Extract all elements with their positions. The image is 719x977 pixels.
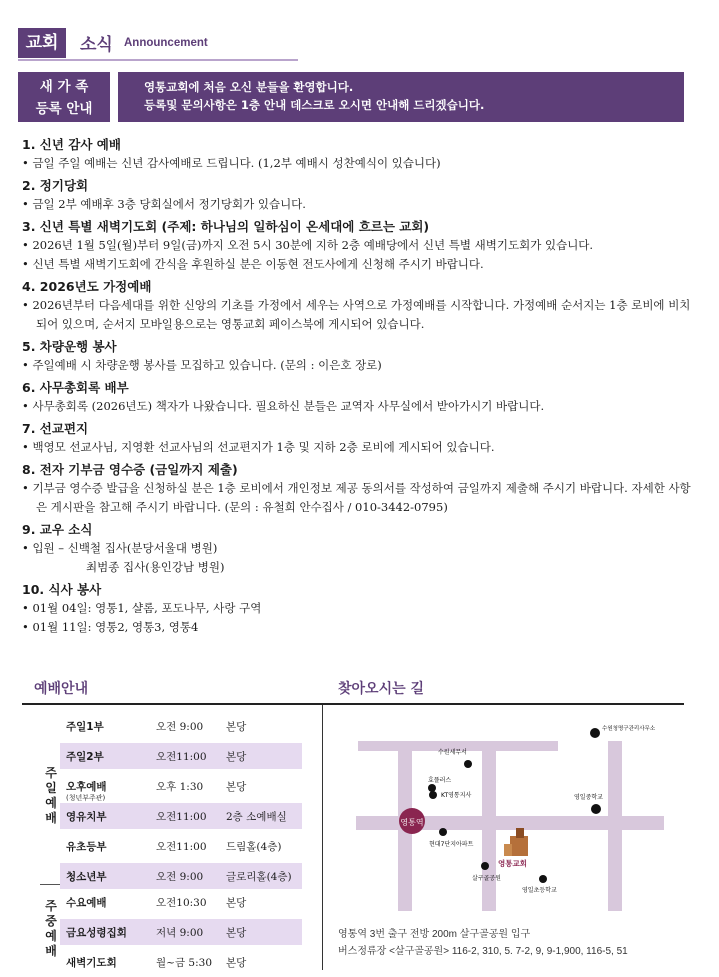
service-time: 오전 9:00 (156, 721, 204, 733)
notice-line: 최범종 집사(용인강남 병원) (86, 560, 225, 574)
section-tag: 교회 (18, 28, 66, 58)
map-label-hyo: 효플러스 (428, 777, 452, 784)
notice-list (22, 132, 692, 637)
service-time: 오전10:30 (156, 897, 207, 909)
directions-note (338, 926, 628, 960)
page-title: 소식 (80, 35, 113, 55)
welcome-message-box (118, 72, 684, 122)
schedule-row (60, 713, 302, 739)
welcome-line2: 등록및 문의사항은 1층 안내 데스크로 오시면 안내해 드리겠습니다. (144, 98, 485, 112)
notice-title: 9. 교우 소식 (22, 522, 93, 537)
schedule-row (60, 833, 302, 859)
service-place: 본당 (226, 897, 247, 909)
map-label-middle-school: 영일중학교 (574, 794, 603, 801)
service-name-text: 영유치부 (66, 811, 107, 823)
directions-note-line2: 버스정류장 <살구골공원> 116-2, 310, 5. 7-2, 9, 9-1,900, 116-5, 51 (338, 946, 628, 957)
map-label-church: 영통교회 (498, 859, 527, 868)
notice-line: • 01월 11일: 영통2, 영통3, 영통4 (22, 620, 199, 634)
service-name-text: 금요성령집회 (66, 927, 127, 939)
service-name (66, 749, 104, 764)
map-label-station: 영통역 (400, 818, 424, 827)
welcome-label-line1: 새 가 족 (39, 79, 89, 95)
sunday-group-label: 주 일 예 배 (45, 766, 57, 825)
notice-line: • 2026년부터 다음세대를 위한 신앙의 기초를 가정에서 세우는 사역으로 가정예배를 시작합니다. 가정예배 순서지는 1층 로비에 비치되어 있으며, 순서지 모바일용으로는 영통교회 페이스북에 게시되어 있습니다. (22, 298, 691, 331)
schedule-row (60, 743, 302, 769)
welcome-label-line2: 등록 안내 (35, 101, 93, 117)
poi-dot-elementary (539, 875, 547, 883)
service-name (66, 925, 127, 940)
service-time: 저녁 9:00 (156, 927, 204, 939)
schedule-row (60, 949, 302, 975)
service-name (66, 839, 107, 854)
service-place: 본당 (226, 927, 247, 939)
map-label-tax: 수원세무서 (438, 749, 467, 756)
poi-dot-middle-school (591, 804, 601, 814)
service-place: 본당 (226, 721, 247, 733)
service-time: 오전 9:00 (156, 871, 204, 883)
service-time: 월~금 5:30 (156, 957, 213, 969)
notice-title: 2. 정기당회 (22, 178, 89, 193)
notice-title: 5. 차량운행 봉사 (22, 339, 117, 354)
service-place: 본당 (226, 957, 247, 969)
schedule-row (60, 863, 302, 889)
schedule-row (60, 919, 302, 945)
poi-dot-hyundai (439, 828, 447, 836)
poi-dot-hyo (428, 784, 436, 792)
map-label-hyundai: 현대7단지아파트 (429, 841, 474, 848)
notice-line: • 기부금 영수증 발급을 신청하실 분은 1층 로비에서 개인정보 제공 동의서를 작성하여 금일까지 제출해 주시기 바랍니다. 자세한 사항은 게시판을 참고해 주시기 바랍니다. (문의 : 유철희 안수집사 / 010-3442-0795) (22, 481, 691, 514)
welcome-label-box (18, 72, 110, 122)
notice-line: • 01월 04일: 영통1, 샬롬, 포도나무, 사랑 구역 (22, 601, 262, 615)
schedule-row (60, 889, 302, 915)
service-place: 드림홀(4층) (226, 841, 282, 853)
map-label-office: 수원청명구관리사무소 (602, 726, 656, 732)
directions-map (340, 716, 680, 916)
notice-title: 8. 전자 기부금 영수증 (금일까지 제출) (22, 462, 238, 477)
service-time: 오전11:00 (156, 811, 207, 823)
notice-line: • 금일 2부 예배후 3층 당회실에서 정기당회가 있습니다. (22, 197, 306, 211)
welcome-line1: 영통교회에 처음 오신 분들을 환영합니다. (144, 80, 354, 94)
map-label-elementary: 영일초등학교 (522, 887, 557, 894)
map-label-kt: KT영통지사 (441, 792, 472, 799)
notice-title: 4. 2026년도 가정예배 (22, 279, 152, 294)
weekday-group-label: 주 중 예 배 (45, 899, 57, 958)
notice-title: 3. 신년 특별 새벽기도회 (주제: 하나님의 일하심이 온세대에 흐르는 교회) (22, 219, 430, 234)
directions-note-line1: 영통역 3번 출구 전방 200m 살구골공원 입구 (338, 929, 531, 940)
service-name (66, 809, 107, 824)
service-note: (청년부주관) (66, 794, 106, 802)
service-time: 오후 1:30 (156, 781, 204, 793)
notice-line: • 사무총회록 (2026년도) 책자가 나왔습니다. 필요하신 분들은 교역자 사무실에서 받아가시기 바랍니다. (22, 399, 545, 413)
service-name-text: 새벽기도회 (66, 957, 117, 969)
page-subtitle: Announcement (124, 37, 208, 49)
service-name-text: 수요예배 (66, 897, 107, 909)
header-divider (18, 59, 298, 61)
service-place: 2층 소예배실 (226, 811, 287, 823)
service-name-text: 주일2부 (66, 751, 104, 763)
service-time: 오전11:00 (156, 751, 207, 763)
notice-title: 1. 신년 감사 예배 (22, 137, 121, 152)
notice-title: 7. 선교편지 (22, 421, 89, 436)
service-name (66, 895, 107, 910)
service-name (66, 869, 107, 884)
notice-title: 10. 식사 봉사 (22, 582, 102, 597)
poi-dot-office (590, 728, 600, 738)
service-place: 본당 (226, 751, 247, 763)
service-name (66, 955, 117, 970)
church-building-icon (504, 828, 528, 856)
service-place: 본당 (226, 781, 247, 793)
schedule-heading: 예배안내 (34, 681, 89, 697)
service-name-text: 주일1부 (66, 721, 104, 733)
notice-line: • 입원 – 신백철 집사(분당서울대 병원) (22, 541, 218, 555)
notice-line: • 2026년 1월 5일(월)부터 9일(금)까지 오전 5시 30분에 지하 2층 예배당에서 신년 특별 새벽기도회가 있습니다. (22, 238, 594, 252)
service-name (66, 779, 107, 803)
column-divider (322, 705, 323, 970)
poi-dot-kt (429, 791, 437, 799)
notice-line: • 금일 주일 예배는 신년 감사예배로 드립니다. (1,2부 예배시 성찬예식이 있습니다) (22, 156, 441, 170)
service-time: 오전11:00 (156, 841, 207, 853)
notice-line: • 백영모 선교사님, 지영환 선교사님의 선교편지가 1층 및 지하 2층 로비에 게시되어 있습니다. (22, 440, 495, 454)
notice-line: • 신년 특별 새벽기도회에 간식을 후원하실 분은 이동현 전도사에게 신청해 주시기 바랍니다. (22, 257, 484, 271)
service-name (66, 719, 104, 734)
service-name-text: 유초등부 (66, 841, 107, 853)
bottom-divider (22, 703, 684, 705)
poi-dot-park (481, 862, 489, 870)
service-name-text: 오후예배 (66, 781, 107, 793)
notice-line: • 주일예배 시 차량운행 봉사를 모집하고 있습니다. (문의 : 이은호 장로) (22, 358, 382, 372)
map-label-park: 살구골공원 (472, 875, 501, 882)
schedule-row (60, 773, 302, 802)
service-place: 글로리홀(4층) (226, 871, 292, 883)
schedule-row (60, 803, 302, 829)
service-name-text: 청소년부 (66, 871, 107, 883)
notice-title: 6. 사무총회록 배부 (22, 380, 129, 395)
poi-dot-tax (464, 760, 472, 768)
directions-heading: 찾아오시는 길 (338, 681, 425, 697)
